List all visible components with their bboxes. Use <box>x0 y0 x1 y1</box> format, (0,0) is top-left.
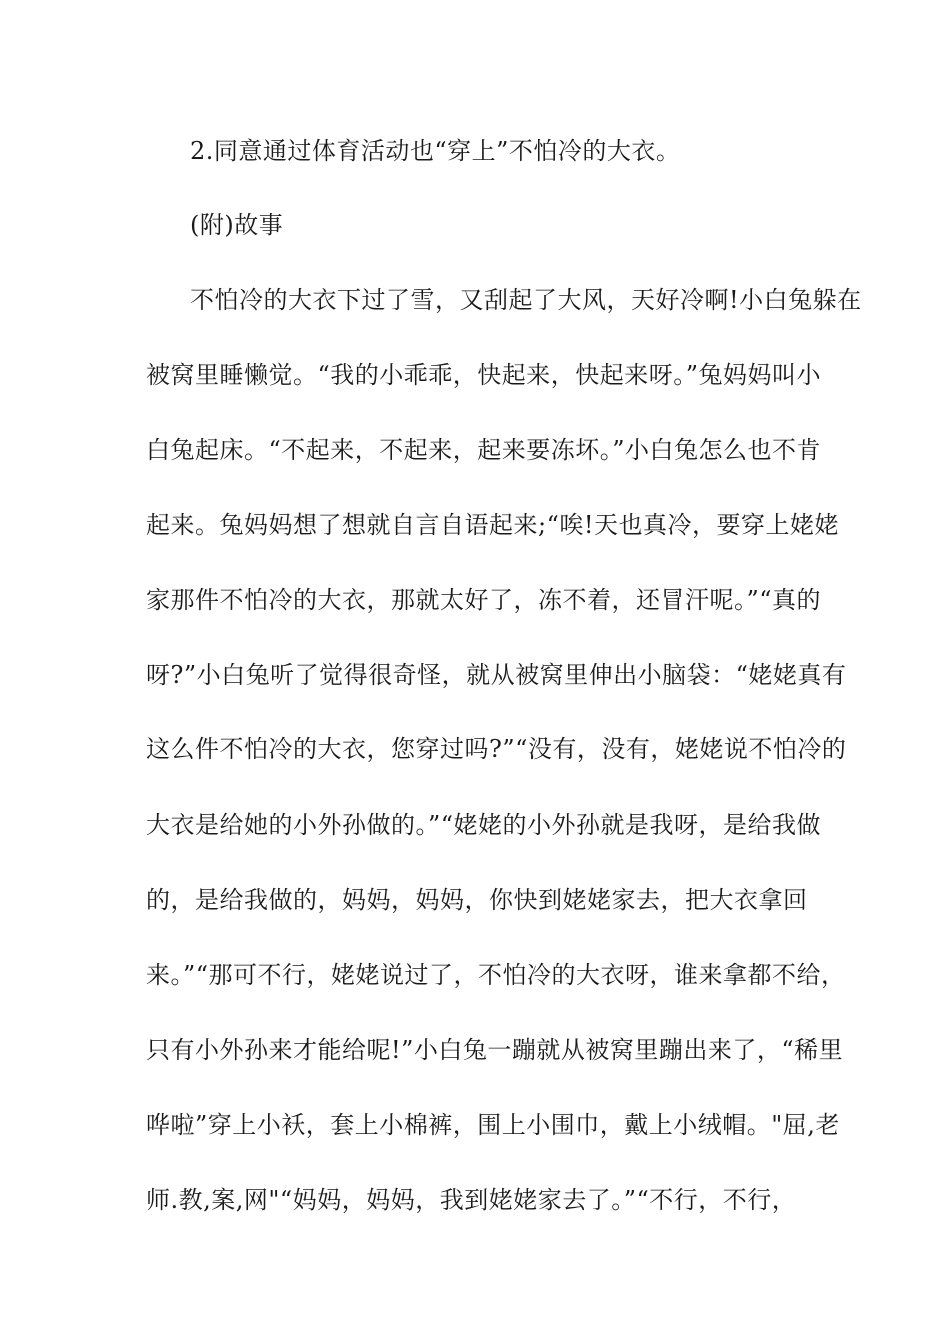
story-line-1: 不怕冷的大衣下过了雪，又刮起了大风，天好冷啊!小白兔躲在 <box>190 286 862 314</box>
appendix-heading: (附)故事 <box>190 211 284 239</box>
story-line-6: 呀?”小白兔听了觉得很奇怪，就从被窝里伸出小脑袋：“姥姥真有 <box>146 661 847 689</box>
story-line-11: 只有小外孙来才能给呢!”小白兔一蹦就从被窝里蹦出来了，“稀里 <box>146 1036 844 1064</box>
story-line-13: 师.教,案,网"“妈妈，妈妈，我到姥姥家去了。”“不行，不行， <box>146 1186 797 1214</box>
story-line-3: 白兔起床。“不起来，不起来，起来要冻坏。”小白兔怎么也不肯 <box>146 436 822 464</box>
story-line-7: 这么件不怕冷的大衣，您穿过吗?”“没有，没有，姥姥说不怕冷的 <box>146 735 847 763</box>
paragraph-item-2: 2.同意通过体育活动也“穿上”不怕冷的大衣。 <box>190 137 681 165</box>
story-line-9: 的，是给我做的，妈妈，妈妈，你快到姥姥家去，把大衣拿回 <box>146 886 808 914</box>
story-line-12: 哗啦”穿上小袄，套上小棉裤，围上小围巾，戴上小绒帽。"屈,老 <box>146 1111 840 1139</box>
story-line-2: 被窝里睡懒觉。“我的小乖乖，快起来，快起来呀。”兔妈妈叫小 <box>146 361 822 389</box>
story-line-10: 来。”“那可不行，姥姥说过了，不怕冷的大衣呀，谁来拿都不给， <box>146 961 846 989</box>
story-line-5: 家那件不怕冷的大衣，那就太好了，冻不着，还冒汗呢。”“真的 <box>146 586 822 614</box>
story-line-4: 起来。兔妈妈想了想就自言自语起来;“唉!天也真冷，要穿上姥姥 <box>146 511 839 539</box>
story-line-8: 大衣是给她的小外孙做的。”“姥姥的小外孙就是我呀，是给我做 <box>146 811 822 839</box>
